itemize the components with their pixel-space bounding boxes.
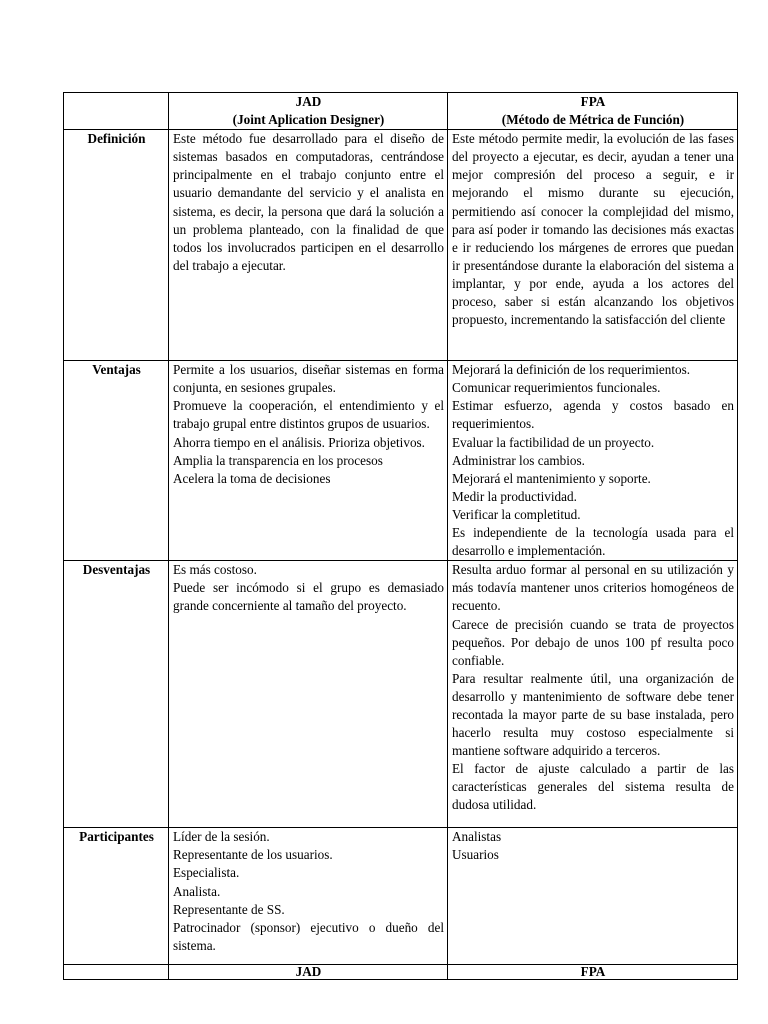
fpa-participants-cell — [448, 828, 738, 965]
jad-advantage-item: Acelera la toma de decisiones — [173, 470, 331, 486]
jad-header-cell — [169, 93, 448, 130]
jad-participant-item: Patrocinador (sponsor) ejecutivo o dueño del sistema. — [173, 919, 444, 953]
participants-row — [64, 828, 738, 965]
fpa-disadvantage-item: Carece de precisión cuando se trata de proyectos pequeños. Por debajo de unos 100 pf resulta poco confiable. — [452, 616, 734, 668]
fpa-advantage-item: Comunicar requerimientos funcionales. — [452, 380, 661, 396]
fpa-disadvantage-item: Para resultar realmente útil, una organización de desarrollo y mantenimiento de software debe tener recontada la mayor parte de su base instalada, pero hacerlo resulta muy costoso especialmente si mantiene software adquirido a terceros. — [452, 670, 734, 759]
jad-advantage-item: Amplia la transparencia en los procesos — [173, 452, 383, 468]
fpa-advantage-item: Administrar los cambios. — [452, 452, 585, 468]
fpa-advantage-item: Verificar la completitud. — [452, 506, 581, 522]
footer-corner-cell — [64, 965, 169, 980]
fpa-advantage-item: Mejorará el mantenimiento y soporte. — [452, 470, 651, 486]
jad-disadvantage-item: Puede ser incómodo si el grupo es demasiado grande concerniente al tamaño del proyecto. — [173, 580, 444, 614]
jad-participant-item: Líder de la sesión. — [173, 829, 270, 845]
fpa-disadvantage-item: El factor de ajuste calculado a partir de las características generales del sistema resulta de dudosa utilidad. — [452, 761, 734, 813]
header-row — [64, 93, 738, 130]
jad-advantage-item: Permite a los usuarios, diseñar sistemas en forma conjunta, en sesiones grupales. — [173, 362, 444, 396]
jad-participants-cell — [169, 828, 448, 965]
fpa-advantages-cell — [448, 361, 738, 561]
jad-disadvantages-cell — [169, 561, 448, 828]
fpa-definition-cell — [448, 130, 738, 361]
definition-row — [64, 130, 738, 361]
row-label-definicion: Definición — [64, 130, 169, 361]
footer-row — [64, 965, 738, 980]
fpa-disadvantages-cell — [448, 561, 738, 828]
advantages-row — [64, 361, 738, 561]
jad-definition-text: Este método fue desarrollado para el diseño de sistemas basados en computadoras, centrándose principalmente en el trabajo conjunto entre el usuario demandante del servicio y el analista en sistema, es decir, la persona que dará la solución a un problema planteado, con la finalidad de que todos los involucrados participen en el desarrollo del trabajo a ejecutar. — [173, 131, 444, 273]
jad-disadvantage-item: Es más costoso. — [173, 562, 257, 578]
fpa-header-cell — [448, 93, 738, 130]
fpa-header-subtitle: (Método de Métrica de Función) — [501, 112, 685, 128]
jad-header-subtitle: (Joint Aplication Designer) — [232, 112, 385, 128]
jad-advantages-cell — [169, 361, 448, 561]
fpa-participant-item: Usuarios — [452, 847, 499, 863]
jad-participant-item: Analista. — [173, 883, 221, 899]
jad-header-title: JAD — [295, 94, 322, 109]
row-label-ventajas: Ventajas — [64, 361, 169, 561]
jad-participant-item: Representante de los usuarios. — [173, 847, 333, 863]
disadvantages-row — [64, 561, 738, 828]
fpa-advantage-item: Evaluar la factibilidad de un proyecto. — [452, 434, 655, 450]
corner-cell — [64, 93, 169, 130]
fpa-advantage-item: Es independiente de la tecnología usada para el desarrollo e implementación. — [452, 525, 734, 559]
jad-participant-item: Especialista. — [173, 865, 240, 881]
fpa-header-title: FPA — [580, 94, 606, 109]
jad-advantage-item: Promueve la cooperación, el entendimiento y el trabajo grupal entre distintos grupos de usuarios. — [173, 398, 444, 432]
fpa-definition-text: Este método permite medir, la evolución de las fases del proyecto a ejecutar, es decir, ayudan a tener una mejor compresión del proceso a seguir, e ir mejorando el mismo durante su ejecución, permitiendo así conocer la complejidad del mismo, para así poder ir tomando las decisiones más exactas e ir reduciendo los márgenes de errores que puedan ir presentándose durante la elaboración del sistema a implantar, y por ende, ayuda a los actores del proceso, saber si están alcanzando los objetivos propuesto, incrementando la satisfacción del cliente — [452, 131, 734, 328]
jad-advantage-item: Ahorra tiempo en el análisis. Prioriza objetivos. — [173, 434, 425, 450]
jad-footer-cell: JAD — [169, 965, 448, 980]
comparison-table — [63, 92, 738, 980]
row-label-desventajas: Desventajas — [64, 561, 169, 828]
row-label-participantes: Participantes — [64, 828, 169, 965]
fpa-advantage-item: Mejorará la definición de los requerimientos. — [452, 362, 691, 378]
fpa-advantage-item: Medir la productividad. — [452, 488, 577, 504]
fpa-advantage-item: Estimar esfuerzo, agenda y costos basado en requerimientos. — [452, 398, 734, 432]
jad-participant-item: Representante de SS. — [173, 901, 285, 917]
jad-definition-cell — [169, 130, 448, 361]
fpa-participant-item: Analistas — [452, 829, 502, 845]
fpa-footer-cell: FPA — [448, 965, 738, 980]
fpa-disadvantage-item: Resulta arduo formar al personal en su utilización y más todavía mantener unos criterios homogéneos de recuento. — [452, 562, 734, 614]
